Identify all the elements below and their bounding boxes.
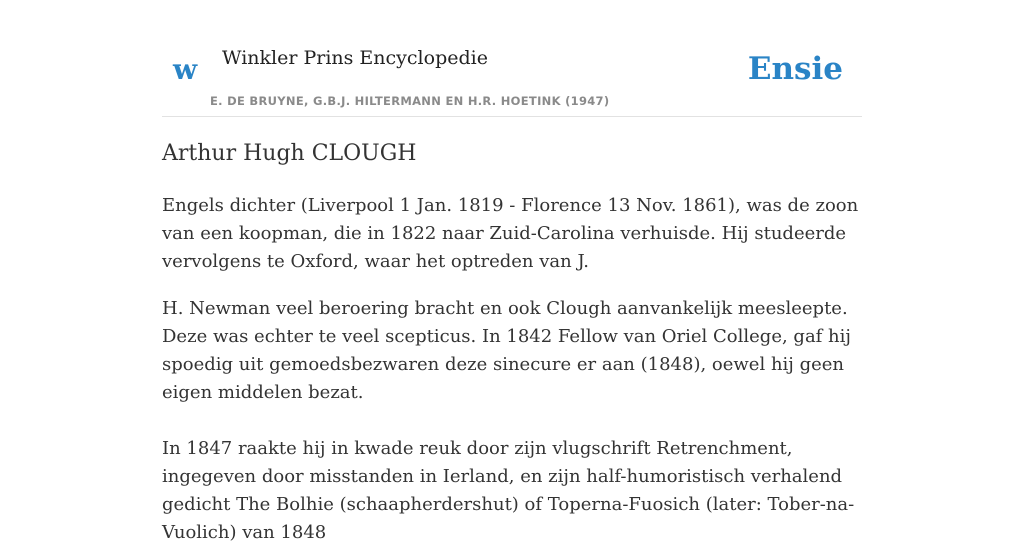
article-paragraph-2: H. Newman veel beroering bracht en ook Clough aanvankelijk meesleepte. Deze was echter te veel scepticus. In 1842 Fellow van Oriel College, gaf hij spoedig uit gemoedsbezwaren deze sinecure er aan (1848), oewel hij geen eigen middelen bezat. bbox=[162, 298, 851, 403]
site-subtitle: E. DE BRUYNE, G.B.J. HILTERMANN EN H.R. HOETINK (1947) bbox=[210, 94, 610, 108]
article-title: Arthur Hugh CLOUGH bbox=[162, 141, 417, 166]
site-title[interactable]: Winkler Prins Encyclopedie bbox=[222, 47, 488, 69]
page-container bbox=[162, 0, 862, 543]
site-logo-icon[interactable]: w bbox=[173, 53, 198, 86]
article-paragraph-3: In 1847 raakte hij in kwade reuk door zijn vlugschrift Retrenchment, ingegeven door misstanden in Ierland, en zijn half-humoristisch verhalend gedicht The Bolhie (schaapherdershut) of Toperna-Fuosich (later: Tober-na-Vuolich) van 1848 bbox=[162, 438, 855, 543]
article-paragraph-1: Engels dichter (Liverpool 1 Jan. 1819 - Florence 13 Nov. 1861), was de zoon van een koopman, die in 1822 naar Zuid-Carolina verhuisde. Hij studeerde vervolgens te Oxford, waar het optreden van J. bbox=[162, 195, 859, 272]
brand-logo[interactable]: Ensie bbox=[747, 51, 843, 87]
site-header bbox=[162, 0, 862, 117]
